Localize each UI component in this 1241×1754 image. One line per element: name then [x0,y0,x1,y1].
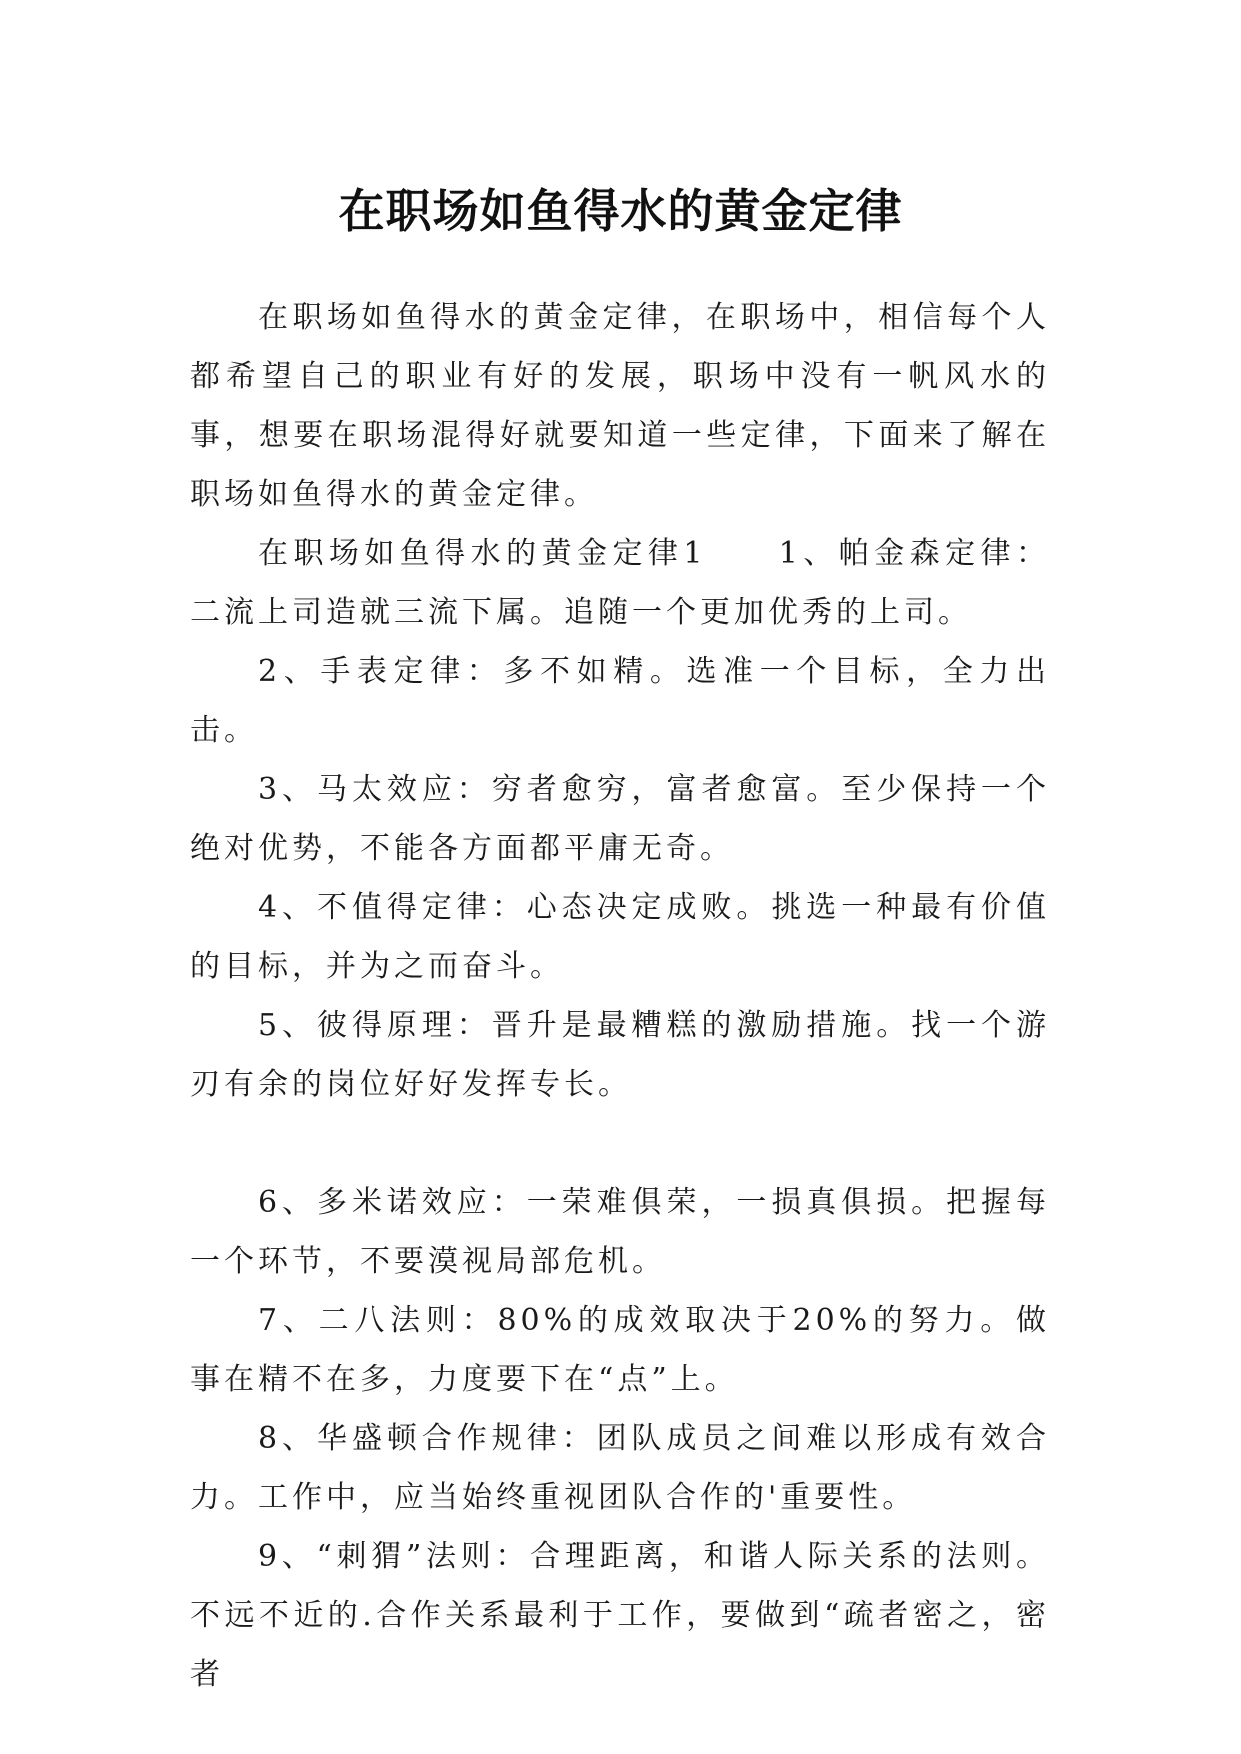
paragraph-rule-3: 3、马太效应：穷者愈穷，富者愈富。至少保持一个绝对优势，不能各方面都平庸无奇。 [190,772,1050,866]
paragraph-rule-1: 在职场如鱼得水的黄金定律1 1、帕金森定律：二流上司造就三流下属。追随一个更加优秀的上司。 [190,536,1050,630]
paragraph-rule-2: 2、手表定律：多不如精。选准一个目标，全力出击。 [190,654,1050,748]
paragraph-rule-7: 7、二八法则：80%的成效取决于20%的努力。做事在精不在多，力度要下在“点”上。 [190,1303,1050,1397]
paragraph-rule-5: 5、彼得原理：晋升是最糟糕的激励措施。找一个游刃有余的岗位好好发挥专长。 [190,1008,1050,1102]
paragraph-rule-6: 6、多米诺效应：一荣难俱荣，一损真俱损。把握每一个环节，不要漠视局部危机。 [190,1185,1050,1279]
document-body [190,288,1050,1704]
paragraph-rule-4: 4、不值得定律：心态决定成败。挑选一种最有价值的目标，并为之而奋斗。 [190,890,1050,984]
paragraph-intro: 在职场如鱼得水的黄金定律，在职场中，相信每个人都希望自己的职业有好的发展，职场中没有一帆风水的事，想要在职场混得好就要知道一些定律，下面来了解在职场如鱼得水的黄金定律。 [190,300,1050,512]
paragraph-rule-9: 9、“刺猬”法则：合理距离，和谐人际关系的法则。不远不近的.合作关系最利于工作，要做到“疏者密之，密者 [190,1539,1050,1692]
document-title: 在职场如鱼得水的黄金定律 [338,183,903,238]
paragraph-rule-8: 8、华盛顿合作规律：团队成员之间难以形成有效合力。工作中，应当始终重视团队合作的'重要性。 [190,1421,1050,1515]
